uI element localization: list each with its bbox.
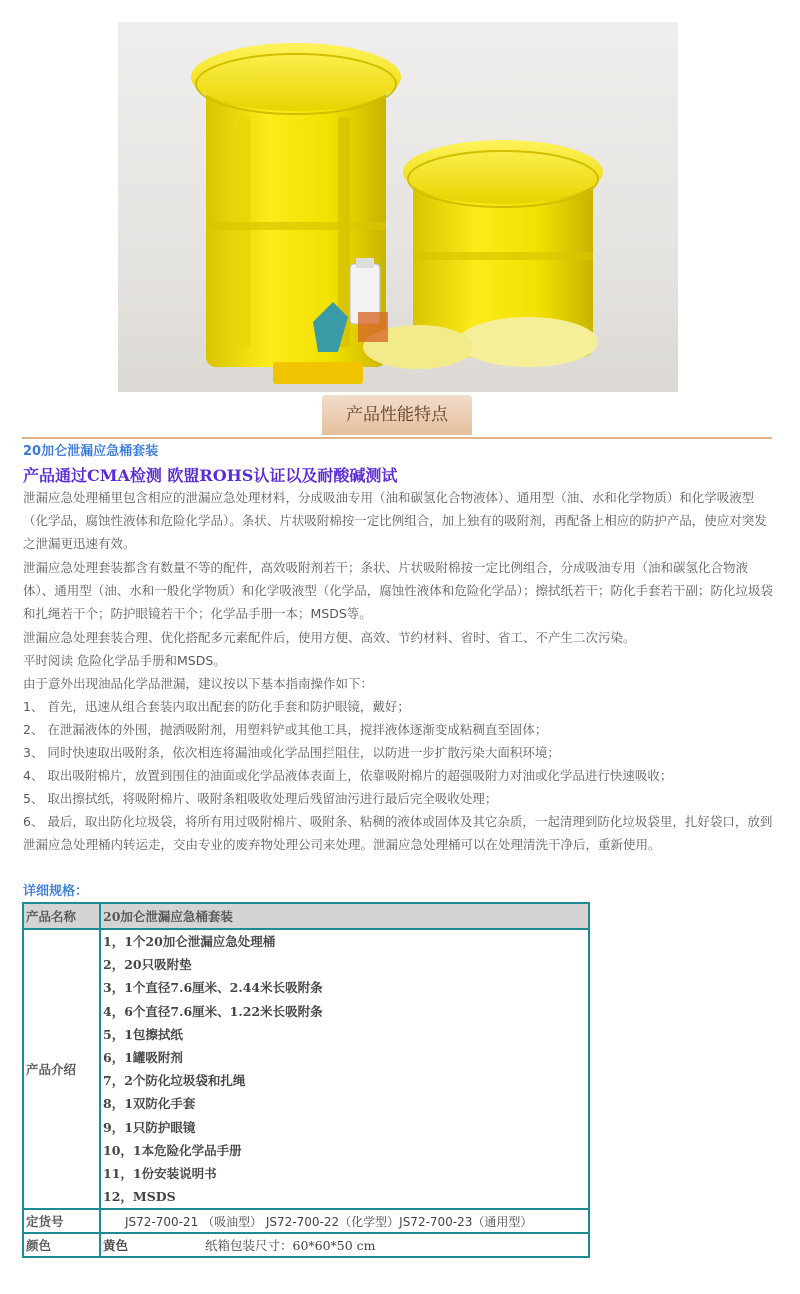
paragraph-guide-intro: 由于意外出现油品化学品泄漏，建议按以下基本指南操作如下： [23,676,374,691]
value-product-intro [100,929,589,1209]
certification-line: 产品通过CMA检测 欧盟ROHS认证以及耐酸碱测试 [23,466,398,485]
list-item: 7，2个防化垃圾袋和扎绳 [103,1073,246,1089]
list-item: 9，1只防护眼镜 [103,1119,196,1135]
list-item: 11，1份安装说明书 [103,1165,217,1181]
step-5: 5、 取出擦拭纸，将吸附棉片、吸附条粗吸收处理后残留油污进行最后完全吸收处理； [23,791,498,806]
list-item: 8，1双防化手套 [103,1096,196,1112]
label-order-number: 定货号 [23,1209,100,1233]
paragraph-reading: 平时阅读 危险化学品手册和MSDS。 [23,653,226,668]
step-6: 6、 最后，取出防化垃圾袋，将所有用过吸附棉片、吸附条、粘稠的液体或固体及其它杂质，一起清理到防化垃圾袋里，扎好袋口，放到泄漏应急处理桶内转运走，交由专业的废弃物处理公司来处理。泄漏应急处理桶可以在处理清洗干净后，重新使用。 [23,814,773,852]
step-1: 1、 首先，迅速从组合套装内取出配套的防化手套和防护眼镜，戴好； [23,699,410,714]
list-item: 12，MSDS [103,1189,176,1205]
label-product-intro: 产品介绍 [23,929,100,1209]
list-item: 3，1个直径7.6厘米、2.44米长吸附条 [103,980,323,996]
box-size: 纸箱包装尺寸：60*60*50 cm [204,1238,376,1254]
spec-row-name [23,903,589,929]
color-value: 黄色 [103,1238,129,1254]
paragraph-intro: 泄漏应急处理桶里包含相应的泄漏应急处理材料，分成吸油专用（油和碳氢化合物液体）、通用型（油、水和化学物质）和化学吸液型（化学品，腐蚀性液体和危险化学品）。条状、片状吸附棉按一定比例组合，加上独有的吸附剂，再配备上相应的防护产品，使应对突发之泄漏更迅速有效。 [23,490,767,551]
list-item: 4，6个直径7.6厘米、1.22米长吸附条 [103,1003,323,1019]
tab-product-features[interactable]: 产品性能特点 [322,395,472,435]
spec-table [22,902,590,1258]
paragraph-contents: 泄漏应急处理套装都含有数量不等的配件，高效吸附剂若干；条状、片状吸附棉按一定比例组合，分成吸油专用（油和碳氢化合物液体）、通用型（油、水和一般化学物质）和化学吸液型（化学品，腐蚀性液体和危险化学品）；擦拭纸若干；防化手套若干副；防化垃圾袋和扎绳若干个；防护眼镜若干个；化学品手册一本；MSDS等。 [23,560,774,621]
spill-kit-drums-illustration [118,22,678,392]
list-item: 1，1个20加仑泄漏应急处理桶 [103,934,276,949]
spec-row-order [23,1209,589,1233]
spec-row-color [23,1233,589,1257]
section-tab-bar [22,395,772,439]
label-product-name: 产品名称 [23,903,100,929]
paragraph-advantages: 泄漏应急处理套装合理、优化搭配多元素配件后，使用方便、高效、节约材料、省时、省工、不产生二次污染。 [23,630,636,645]
value-product-name: 20加仑泄漏应急桶套装 [100,903,589,929]
value-color [100,1233,589,1257]
product-photo [118,22,678,392]
step-4: 4、 取出吸附棉片，放置到围住的油面或化学品液体表面上，依靠吸附棉片的超强吸附力对油或化学品进行快速吸收； [23,768,673,783]
list-item: 6，1罐吸附剂 [103,1049,183,1065]
product-title: 20加仑泄漏应急桶套装 [23,444,159,459]
list-item: 2，20只吸附垫 [103,957,192,973]
list-item: 10，1本危险化学品手册 [103,1142,242,1158]
spec-row-intro [23,929,589,1209]
spec-heading: 详细规格： [23,884,89,899]
step-3: 3、 同时快速取出吸附条，依次相连将漏油或化学品围拦阻住，以防进一步扩散污染大面积环境； [23,745,560,760]
step-2: 2、 在泄漏液体的外围，抛洒吸附剂，用塑料铲或其他工具，搅拌液体逐渐变成粘稠直至固体； [23,722,548,737]
label-color: 颜色 [23,1233,100,1257]
list-item: 5，1包擦拭纸 [103,1026,183,1042]
value-order-number: JS72-700-21 （吸油型） JS72-700-22（化学型）JS72-700-23（通用型） [100,1209,589,1233]
